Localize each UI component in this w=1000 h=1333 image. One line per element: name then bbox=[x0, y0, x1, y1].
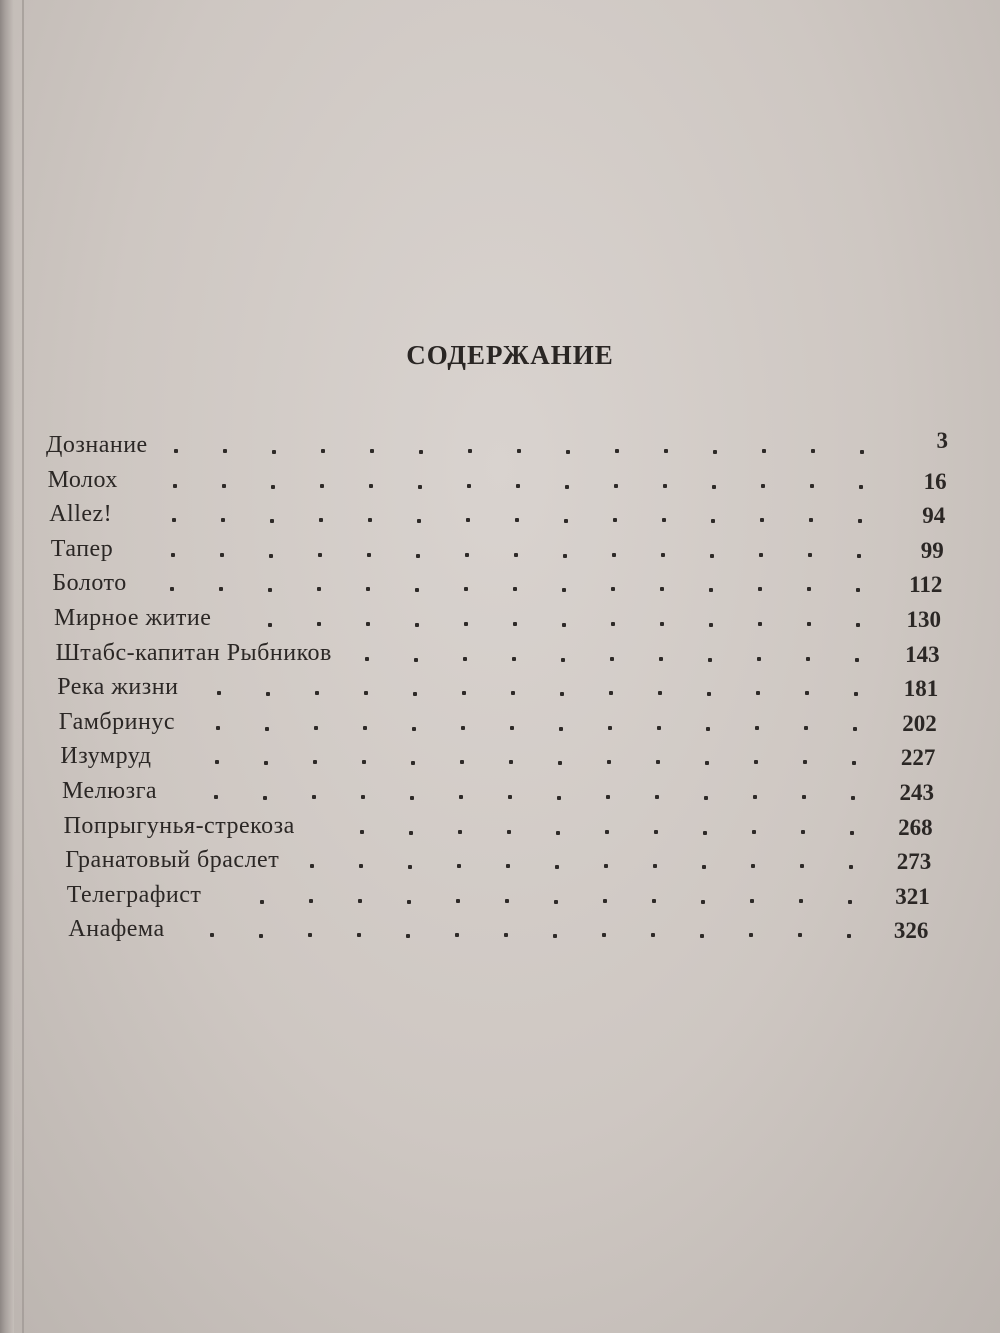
leader-dot bbox=[266, 692, 270, 696]
leader-dot bbox=[651, 933, 655, 937]
leader-dot bbox=[269, 554, 273, 558]
leader-dot bbox=[605, 830, 609, 834]
leader-dot bbox=[558, 761, 562, 765]
leader-dot bbox=[460, 760, 464, 764]
leader-dot bbox=[849, 865, 853, 869]
leader-dot bbox=[564, 519, 568, 523]
toc-entry-title: Попрыгунья-стрекоза bbox=[63, 812, 295, 839]
toc-entry-page: 202 bbox=[902, 710, 937, 736]
leader-dot bbox=[504, 933, 508, 937]
leader-dot bbox=[463, 657, 467, 661]
leader-dot bbox=[749, 933, 753, 937]
leader-dot bbox=[216, 726, 220, 730]
leader-dot bbox=[800, 864, 804, 868]
leader-dot bbox=[360, 830, 364, 834]
leader-dot bbox=[803, 760, 807, 764]
toc-entry bbox=[51, 536, 1000, 566]
leader-dot bbox=[513, 622, 517, 626]
toc-entry bbox=[62, 778, 1000, 808]
leader-dot bbox=[664, 449, 668, 453]
leader-dot bbox=[563, 554, 567, 558]
leader-dot bbox=[370, 449, 374, 453]
leader-dot bbox=[655, 795, 659, 799]
leader-dot bbox=[806, 657, 810, 661]
leader-dot bbox=[807, 622, 811, 626]
leader-dot bbox=[467, 484, 471, 488]
leader-dot bbox=[466, 518, 470, 522]
leader-dot bbox=[317, 587, 321, 591]
leader-dot bbox=[559, 727, 563, 731]
leader-dot bbox=[701, 900, 705, 904]
leader-dot bbox=[562, 588, 566, 592]
leader-dot bbox=[456, 899, 460, 903]
leader-dot bbox=[614, 484, 618, 488]
leader-dots bbox=[46, 432, 862, 462]
toc-entry-title: Телеграфист bbox=[66, 881, 202, 908]
leader-dot bbox=[174, 449, 178, 453]
leader-dot bbox=[365, 657, 369, 661]
leader-dots bbox=[68, 916, 849, 946]
leader-dot bbox=[361, 795, 365, 799]
leader-dot bbox=[653, 864, 657, 868]
toc-entry-page: 243 bbox=[899, 780, 934, 805]
leader-dot bbox=[612, 553, 616, 557]
leader-dot bbox=[509, 760, 513, 764]
leader-dot bbox=[217, 691, 221, 695]
leader-dot bbox=[708, 658, 712, 662]
toc-entry bbox=[54, 605, 1000, 635]
leader-dot bbox=[219, 587, 223, 591]
leader-dot bbox=[847, 934, 851, 938]
toc-entry-title: Гранатовый браслет bbox=[65, 847, 280, 874]
leader-dot bbox=[809, 518, 813, 522]
leader-dot bbox=[265, 727, 269, 731]
leader-dot bbox=[704, 796, 708, 800]
leader-dot bbox=[417, 519, 421, 523]
toc-entry bbox=[65, 847, 1000, 877]
toc-entry bbox=[59, 709, 1000, 739]
leader-dot bbox=[220, 553, 224, 557]
leader-dot bbox=[756, 691, 760, 695]
leader-dots bbox=[48, 467, 862, 497]
leader-dot bbox=[856, 588, 860, 592]
leader-dot bbox=[752, 830, 756, 834]
leader-dot bbox=[656, 760, 660, 764]
leader-dot bbox=[171, 553, 175, 557]
leader-dot bbox=[415, 588, 419, 592]
leader-dot bbox=[608, 726, 612, 730]
leader-dot bbox=[364, 691, 368, 695]
toc-entry bbox=[46, 428, 1000, 462]
leader-dot bbox=[468, 449, 472, 453]
leader-dot bbox=[805, 691, 809, 695]
leader-dot bbox=[654, 830, 658, 834]
leader-dot bbox=[858, 519, 862, 523]
leader-dot bbox=[173, 484, 177, 488]
leader-dot bbox=[458, 830, 462, 834]
leader-dot bbox=[554, 900, 558, 904]
leader-dot bbox=[408, 865, 412, 869]
leader-dot bbox=[514, 553, 518, 557]
leader-dot bbox=[705, 761, 709, 765]
leader-dot bbox=[268, 588, 272, 592]
leader-dot bbox=[412, 727, 416, 731]
toc-entry-page: 143 bbox=[905, 641, 940, 667]
leader-dot bbox=[615, 449, 619, 453]
leader-dot bbox=[810, 484, 814, 488]
leader-dot bbox=[854, 692, 858, 696]
leader-dot bbox=[658, 691, 662, 695]
leader-dot bbox=[660, 622, 664, 626]
leader-dot bbox=[802, 795, 806, 799]
toc-entry bbox=[52, 570, 1000, 600]
leader-dot bbox=[507, 830, 511, 834]
leader-dot bbox=[562, 623, 566, 627]
leader-dot bbox=[264, 761, 268, 765]
leader-dot bbox=[602, 933, 606, 937]
leader-dot bbox=[413, 692, 417, 696]
leader-dot bbox=[320, 484, 324, 488]
leader-dot bbox=[315, 691, 319, 695]
leader-dots bbox=[49, 501, 860, 531]
toc-entry-title: Гамбринус bbox=[58, 708, 175, 735]
leader-dots bbox=[59, 709, 855, 739]
leader-dot bbox=[804, 726, 808, 730]
toc-entry-page: 16 bbox=[923, 468, 947, 494]
leader-dot bbox=[461, 726, 465, 730]
leader-dot bbox=[859, 485, 863, 489]
leader-dot bbox=[709, 588, 713, 592]
leader-dot bbox=[411, 761, 415, 765]
leader-dot bbox=[172, 518, 176, 522]
toc-entry bbox=[60, 743, 1000, 773]
leader-dot bbox=[852, 761, 856, 765]
toc-entry-page: 112 bbox=[909, 572, 943, 598]
leader-dot bbox=[555, 865, 559, 869]
toc-entry-title: Анафема bbox=[68, 916, 165, 943]
leader-dot bbox=[855, 658, 859, 662]
leader-dot bbox=[700, 934, 704, 938]
leader-dot bbox=[505, 899, 509, 903]
leader-dot bbox=[755, 726, 759, 730]
toc-entry bbox=[64, 813, 1000, 843]
leader-dot bbox=[419, 450, 423, 454]
leader-dot bbox=[657, 726, 661, 730]
leader-dot bbox=[713, 450, 717, 454]
leader-dots bbox=[65, 847, 851, 877]
leader-dot bbox=[464, 622, 468, 626]
leader-dot bbox=[850, 831, 854, 835]
leader-dot bbox=[565, 485, 569, 489]
leader-dot bbox=[313, 760, 317, 764]
leader-dot bbox=[271, 485, 275, 489]
leader-dot bbox=[613, 518, 617, 522]
leader-dot bbox=[516, 484, 520, 488]
leader-dot bbox=[760, 518, 764, 522]
leader-dot bbox=[214, 795, 218, 799]
leader-dot bbox=[848, 900, 852, 904]
toc-entry-page: 268 bbox=[898, 814, 933, 840]
leader-dot bbox=[853, 727, 857, 731]
leader-dot bbox=[321, 449, 325, 453]
leader-dot bbox=[414, 658, 418, 662]
toc-entry-title: Мирное житие bbox=[54, 605, 212, 631]
leader-dot bbox=[358, 899, 362, 903]
leader-dot bbox=[506, 864, 510, 868]
leader-dot bbox=[367, 553, 371, 557]
leader-dot bbox=[459, 795, 463, 799]
leader-dots bbox=[54, 605, 858, 635]
toc-entry-title: Дознание bbox=[46, 432, 148, 458]
toc-title: СОДЕРЖАНИЕ bbox=[406, 340, 614, 370]
leader-dot bbox=[318, 553, 322, 557]
leader-dot bbox=[508, 795, 512, 799]
leader-dot bbox=[753, 795, 757, 799]
leader-dot bbox=[709, 623, 713, 627]
toc-entry bbox=[57, 674, 1000, 704]
leader-dot bbox=[368, 518, 372, 522]
leader-dot bbox=[611, 622, 615, 626]
leader-dots bbox=[60, 743, 854, 773]
toc-entry-title: Изумруд bbox=[60, 743, 152, 770]
leader-dot bbox=[464, 587, 468, 591]
leader-dot bbox=[406, 934, 410, 938]
leader-dot bbox=[260, 900, 264, 904]
leader-dot bbox=[604, 864, 608, 868]
leader-dot bbox=[711, 519, 715, 523]
leader-dot bbox=[409, 831, 413, 835]
leader-dot bbox=[416, 554, 420, 558]
toc-entry-title: Река жизни bbox=[57, 674, 179, 701]
leader-dot bbox=[263, 796, 267, 800]
leader-dots bbox=[64, 813, 853, 843]
toc-entry-title: Мелюзга bbox=[62, 778, 158, 804]
leader-dot bbox=[857, 554, 861, 558]
leader-dot bbox=[418, 485, 422, 489]
leader-dot bbox=[314, 726, 318, 730]
leader-dot bbox=[510, 726, 514, 730]
toc-entry-page: 326 bbox=[893, 918, 929, 944]
leader-dot bbox=[319, 518, 323, 522]
toc-entry-page: 273 bbox=[896, 849, 932, 875]
leader-dot bbox=[758, 587, 762, 591]
leader-dot bbox=[259, 934, 263, 938]
leader-dot bbox=[759, 553, 763, 557]
leader-dot bbox=[707, 692, 711, 696]
leader-dot bbox=[808, 553, 812, 557]
leader-dot bbox=[807, 587, 811, 591]
leader-dot bbox=[512, 657, 516, 661]
leader-dot bbox=[515, 518, 519, 522]
leader-dot bbox=[268, 623, 272, 627]
leader-dot bbox=[366, 587, 370, 591]
leader-dot bbox=[317, 622, 321, 626]
leader-dot bbox=[611, 587, 615, 591]
toc-entry-page: 321 bbox=[895, 883, 930, 909]
leader-dot bbox=[511, 691, 515, 695]
leader-dot bbox=[357, 933, 361, 937]
leader-dot bbox=[310, 864, 314, 868]
toc-entry-page: 130 bbox=[906, 607, 941, 632]
leader-dot bbox=[407, 900, 411, 904]
leader-dot bbox=[659, 657, 663, 661]
leader-dot bbox=[560, 692, 564, 696]
toc-entry bbox=[56, 640, 1000, 670]
leader-dot bbox=[457, 864, 461, 868]
leader-dot bbox=[761, 484, 765, 488]
leader-dots bbox=[57, 674, 856, 704]
leader-dot bbox=[758, 622, 762, 626]
leader-dot bbox=[410, 796, 414, 800]
toc-entry-page: 3 bbox=[936, 428, 948, 453]
leader-dot bbox=[215, 760, 219, 764]
leader-dot bbox=[308, 933, 312, 937]
leader-dots bbox=[51, 536, 860, 566]
leader-dot bbox=[363, 726, 367, 730]
leader-dot bbox=[557, 796, 561, 800]
leader-dot bbox=[309, 899, 313, 903]
leader-dot bbox=[566, 450, 570, 454]
leader-dot bbox=[663, 484, 667, 488]
toc-entry-page: 227 bbox=[900, 745, 936, 771]
leader-dot bbox=[703, 831, 707, 835]
leader-dot bbox=[662, 518, 666, 522]
leader-dot bbox=[751, 864, 755, 868]
leader-dot bbox=[415, 623, 419, 627]
toc-entry-title: Болото bbox=[52, 570, 127, 597]
leader-dot bbox=[856, 623, 860, 627]
leader-dot bbox=[702, 865, 706, 869]
leader-dot bbox=[556, 831, 560, 835]
leader-dots bbox=[52, 570, 858, 600]
leader-dot bbox=[706, 727, 710, 731]
leader-dot bbox=[455, 933, 459, 937]
leader-dot bbox=[222, 484, 226, 488]
leader-dot bbox=[607, 760, 611, 764]
leader-dots bbox=[62, 778, 853, 808]
toc-entry bbox=[49, 501, 1000, 531]
leader-dot bbox=[553, 934, 557, 938]
leader-dot bbox=[517, 449, 521, 453]
leader-dot bbox=[603, 899, 607, 903]
leader-dot bbox=[801, 830, 805, 834]
toc-entry bbox=[68, 916, 1000, 946]
toc-entry-page: 99 bbox=[920, 537, 944, 563]
toc-entry-title: Allez! bbox=[49, 501, 113, 528]
leader-dot bbox=[610, 657, 614, 661]
leader-dot bbox=[799, 899, 803, 903]
leader-dots bbox=[56, 640, 857, 670]
leader-dot bbox=[221, 518, 225, 522]
leader-dot bbox=[798, 933, 802, 937]
leader-dot bbox=[712, 485, 716, 489]
leader-dot bbox=[851, 796, 855, 800]
leader-dot bbox=[366, 622, 370, 626]
leader-dot bbox=[362, 760, 366, 764]
leader-dot bbox=[272, 450, 276, 454]
toc-entry-page: 181 bbox=[903, 676, 939, 702]
leader-dot bbox=[369, 484, 373, 488]
leader-dot bbox=[223, 449, 227, 453]
toc-entry-page: 94 bbox=[922, 503, 946, 529]
leader-dots bbox=[67, 882, 851, 912]
toc-entry bbox=[67, 882, 1000, 912]
leader-dot bbox=[754, 760, 758, 764]
leader-dot bbox=[513, 587, 517, 591]
leader-dot bbox=[757, 657, 761, 661]
toc-entry-title: Тапер bbox=[50, 535, 114, 562]
toc-entry-title: Штабс-капитан Рыбников bbox=[55, 639, 332, 666]
leader-dot bbox=[359, 864, 363, 868]
toc-entry bbox=[48, 467, 1000, 497]
leader-dot bbox=[652, 899, 656, 903]
leader-dot bbox=[710, 554, 714, 558]
leader-dot bbox=[860, 450, 864, 454]
leader-dot bbox=[312, 795, 316, 799]
leader-dot bbox=[762, 449, 766, 453]
leader-dot bbox=[462, 691, 466, 695]
leader-dot bbox=[606, 795, 610, 799]
leader-dot bbox=[750, 899, 754, 903]
leader-dot bbox=[609, 691, 613, 695]
leader-dot bbox=[465, 553, 469, 557]
leader-dot bbox=[811, 449, 815, 453]
toc-entry-title: Молох bbox=[47, 466, 118, 493]
leader-dot bbox=[661, 553, 665, 557]
leader-dot bbox=[270, 519, 274, 523]
leader-dot bbox=[170, 587, 174, 591]
leader-dot bbox=[561, 658, 565, 662]
leader-dot bbox=[210, 933, 214, 937]
leader-dot bbox=[660, 587, 664, 591]
